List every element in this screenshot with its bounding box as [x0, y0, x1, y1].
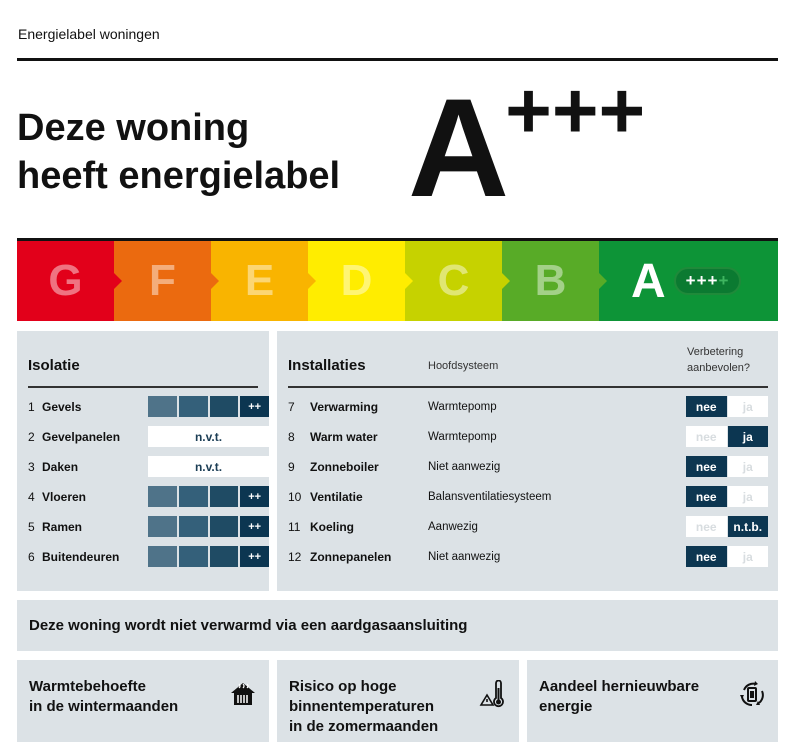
row-system: Niet aanwezig: [428, 460, 501, 473]
energy-scale: [17, 238, 778, 321]
improvement-toggle[interactable]: [686, 486, 768, 507]
rating-step: ++: [240, 546, 269, 567]
toggle-ja[interactable]: ja: [728, 456, 769, 477]
row-name: Zonneboiler: [310, 459, 379, 474]
title-line: heeft energielabel: [17, 155, 341, 197]
divider: [288, 386, 768, 388]
installatie-row: [288, 546, 768, 567]
rating-bar: [148, 396, 269, 417]
scale-segment-e: [211, 241, 308, 321]
installatie-row: [288, 456, 768, 477]
row-name: Gevels: [42, 399, 82, 414]
installatie-row: [288, 516, 768, 537]
isolatie-row: [28, 396, 262, 417]
row-name: Warm water: [310, 429, 378, 444]
header-line: aanbevolen?: [687, 362, 751, 374]
gas-banner: Deze woning wordt niet verwarmd via een aardgasaansluiting: [17, 600, 778, 651]
segment-letter: F: [149, 256, 176, 305]
row-number: 8: [288, 429, 295, 444]
scale-segment-b: [502, 241, 599, 321]
toggle-ja[interactable]: ja: [728, 546, 769, 567]
row-system: Warmtepomp: [428, 400, 497, 413]
row-name: Gevelpanelen: [42, 429, 121, 444]
rating-step: [210, 396, 239, 417]
header-line: Verbetering: [687, 346, 744, 358]
improvement-toggle[interactable]: [686, 546, 768, 567]
segment-letter: E: [244, 256, 275, 305]
installatie-row: [288, 486, 768, 507]
toggle-nee[interactable]: nee: [686, 546, 727, 567]
scale-segment-f: [114, 241, 211, 321]
row-number: 6: [28, 549, 35, 564]
row-system: Aanwezig: [428, 520, 478, 533]
title-line: Deze woning: [17, 107, 250, 149]
row-name: Ramen: [42, 519, 83, 534]
rating-bar: [148, 516, 269, 537]
rating-step: ++: [240, 486, 269, 507]
scale-segment-a: [599, 241, 778, 321]
segment-letter: B: [534, 256, 567, 305]
label-letter: A: [408, 69, 506, 226]
row-number: 1: [28, 399, 35, 414]
row-number: 5: [28, 519, 35, 534]
row-number: 10: [288, 489, 302, 504]
installaties-title: Installaties: [288, 357, 366, 374]
row-name: Buitendeuren: [42, 549, 120, 564]
isolatie-row: [28, 486, 262, 507]
toggle-ja[interactable]: ja: [728, 486, 769, 507]
installaties-panel: [277, 331, 778, 591]
isolatie-title: Isolatie: [28, 357, 80, 374]
installatie-row: [288, 396, 768, 417]
rating-step: [148, 516, 177, 537]
segment-letter: A: [631, 254, 666, 308]
toggle-ja[interactable]: ja: [728, 396, 769, 417]
energy-label: [408, 66, 646, 239]
isolatie-row: [28, 456, 258, 477]
box-text-line: Aandeel hernieuwbare: [539, 678, 700, 695]
rating-step: [148, 486, 177, 507]
box-text-line: in de wintermaanden: [29, 698, 179, 715]
row-name: Vloeren: [42, 489, 87, 504]
segment-letter: D: [340, 256, 373, 305]
row-name: Daken: [42, 459, 79, 474]
rating-bar: [148, 486, 269, 507]
page-title: [17, 104, 340, 200]
divider: [17, 58, 778, 61]
isolatie-panel: [17, 331, 269, 591]
toggle-nee[interactable]: nee: [686, 456, 727, 477]
isolatie-row: [28, 546, 262, 567]
rating-step: [148, 546, 177, 567]
rating-step: [210, 516, 239, 537]
bottom-box: [527, 660, 778, 742]
rating-step: [179, 546, 208, 567]
box-text-line: Warmtebehoefte: [29, 678, 146, 695]
row-number: 7: [288, 399, 295, 414]
segment-letter: C: [437, 256, 470, 305]
row-name: Ventilatie: [310, 489, 363, 504]
scale-segment-c: [405, 241, 502, 321]
bottom-box: [17, 660, 269, 742]
row-system: Warmtepomp: [428, 430, 497, 443]
row-number: 12: [288, 549, 302, 564]
rating-step: [210, 486, 239, 507]
improvement-toggle[interactable]: [686, 396, 768, 417]
rating-bar: [148, 546, 269, 567]
pill-extra: +: [718, 271, 730, 290]
toggle-nee[interactable]: nee: [686, 426, 727, 447]
improvement-toggle[interactable]: [686, 516, 768, 537]
box-text-line: binnentemperaturen: [289, 698, 435, 715]
thermometer-warning-icon: [479, 680, 507, 708]
hoofdsysteem-header: Hoofdsysteem: [428, 360, 499, 372]
pill-plus: +++: [685, 271, 719, 290]
toggle-nee[interactable]: nee: [686, 516, 727, 537]
scale-segment-g: [17, 241, 114, 321]
row-number: 2: [28, 429, 35, 444]
verbetering-header: [687, 344, 750, 376]
segment-letter: G: [48, 256, 83, 305]
isolatie-row: [28, 516, 262, 537]
scale-segment-d: [308, 241, 405, 321]
page-header: Energielabel woningen: [18, 26, 160, 42]
rating-value: n.v.t.: [148, 426, 269, 447]
installatie-row: [288, 426, 768, 447]
isolatie-row: [28, 426, 258, 447]
house-heating-icon: [229, 680, 257, 708]
rating-step: [179, 486, 208, 507]
divider: [28, 386, 258, 388]
bottom-box: [277, 660, 519, 742]
improvement-toggle[interactable]: [686, 456, 768, 477]
row-number: 3: [28, 459, 35, 474]
row-name: Verwarming: [310, 399, 379, 414]
row-number: 11: [288, 519, 301, 534]
toggle-nee[interactable]: nee: [686, 486, 727, 507]
rating-step: [179, 396, 208, 417]
row-name: Koeling: [310, 519, 354, 534]
box-text-line: energie: [539, 698, 593, 715]
rating-value: n.v.t.: [148, 456, 269, 477]
row-name: Zonnepanelen: [310, 549, 392, 564]
rating-step: [210, 546, 239, 567]
improvement-toggle[interactable]: [686, 426, 768, 447]
rating-step: [148, 396, 177, 417]
rating-step: ++: [240, 396, 269, 417]
box-text-line: in de zomermaanden: [289, 718, 439, 735]
row-number: 4: [28, 489, 35, 504]
label-plus: +++: [505, 66, 646, 155]
rating-step: [179, 516, 208, 537]
label-pill: [674, 267, 742, 295]
renewable-battery-icon: [738, 680, 766, 708]
row-system: Balansventilatiesysteem: [428, 490, 552, 503]
rating-step: ++: [240, 516, 269, 537]
toggle-nee[interactable]: nee: [686, 396, 727, 417]
box-text-line: Risico op hoge: [289, 678, 397, 695]
row-system: Niet aanwezig: [428, 550, 501, 563]
toggle-ntb[interactable]: n.t.b.: [728, 516, 769, 537]
row-number: 9: [288, 459, 295, 474]
toggle-ja[interactable]: ja: [728, 426, 769, 447]
